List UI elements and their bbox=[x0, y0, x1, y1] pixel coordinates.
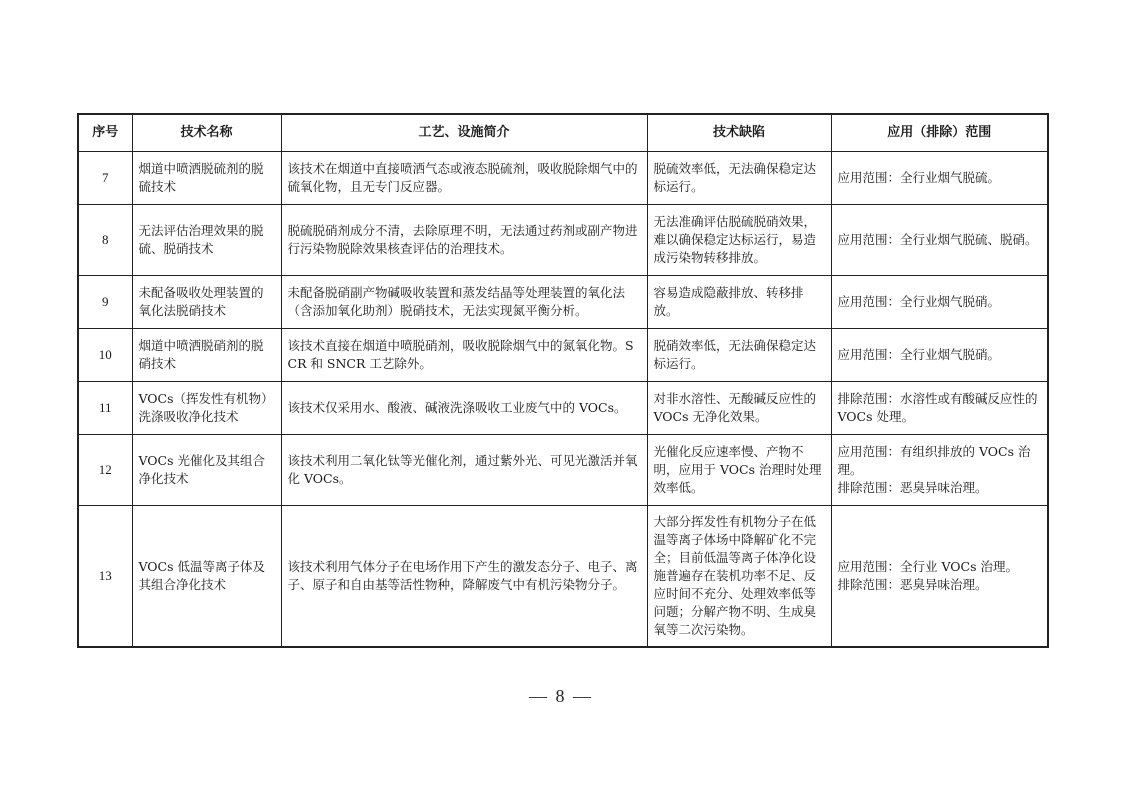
table-header-row bbox=[78, 114, 1048, 152]
table-row bbox=[78, 435, 1048, 506]
application-line: 应用范围：有组织排放的 VOCs 治理。 bbox=[837, 444, 1031, 477]
row-desc: 该技术利用二氧化钛等光催化剂，通过紫外光、可见光激活并氧化 VOCs。 bbox=[281, 435, 647, 506]
row-name: VOCs（挥发性有机物）洗涤吸收净化技术 bbox=[132, 382, 281, 435]
row-num: 9 bbox=[78, 276, 132, 329]
row-defect: 对非水溶性、无酸碱反应性的 VOCs 无净化效果。 bbox=[647, 382, 831, 435]
row-application bbox=[831, 152, 1048, 205]
row-num: 11 bbox=[78, 382, 132, 435]
row-application bbox=[831, 382, 1048, 435]
application-line: 排除范围：水溶性或有酸碱反应性的 VOCs 处理。 bbox=[837, 391, 1038, 424]
table-row bbox=[78, 506, 1048, 648]
table-row bbox=[78, 276, 1048, 329]
table-row bbox=[78, 205, 1048, 276]
application-line: 应用范围：全行业烟气脱硫、脱硝。 bbox=[837, 232, 1038, 247]
row-desc: 该技术直接在烟道中喷脱硝剂，吸收脱除烟气中的氮氧化物。SCR 和 SNCR 工艺除外。 bbox=[281, 329, 647, 382]
row-application bbox=[831, 205, 1048, 276]
row-defect: 容易造成隐蔽排放、转移排放。 bbox=[647, 276, 831, 329]
row-defect: 脱硫效率低，无法确保稳定达标运行。 bbox=[647, 152, 831, 205]
application-line: 应用范围：全行业烟气脱硝。 bbox=[837, 347, 1001, 362]
application-line: 应用范围：全行业 VOCs 治理。 bbox=[837, 559, 1018, 574]
row-application bbox=[831, 329, 1048, 382]
row-desc: 该技术利用气体分子在电场作用下产生的激发态分子、电子、离子、原子和自由基等活性物种，降解废气中有机污染物分子。 bbox=[281, 506, 647, 648]
row-name: VOCs 光催化及其组合净化技术 bbox=[132, 435, 281, 506]
header-defect: 技术缺陷 bbox=[647, 114, 831, 152]
row-name: 烟道中喷洒脱硝剂的脱硝技术 bbox=[132, 329, 281, 382]
row-name: 无法评估治理效果的脱硫、脱硝技术 bbox=[132, 205, 281, 276]
header-num: 序号 bbox=[78, 114, 132, 152]
row-application bbox=[831, 506, 1048, 648]
row-num: 12 bbox=[78, 435, 132, 506]
header-application: 应用（排除）范围 bbox=[831, 114, 1048, 152]
header-name: 技术名称 bbox=[132, 114, 281, 152]
row-num: 13 bbox=[78, 506, 132, 648]
row-desc: 该技术仅采用水、酸液、碱液洗涤吸收工业废气中的 VOCs。 bbox=[281, 382, 647, 435]
table-row bbox=[78, 329, 1048, 382]
table-row bbox=[78, 382, 1048, 435]
exclusion-line: 排除范围：恶臭异味治理。 bbox=[837, 480, 988, 495]
page-number: — 8 — bbox=[529, 686, 593, 706]
row-name: VOCs 低温等离子体及其组合净化技术 bbox=[132, 506, 281, 648]
row-defect: 脱硝效率低，无法确保稳定达标运行。 bbox=[647, 329, 831, 382]
row-desc: 脱硫脱硝剂成分不清，去除原理不明，无法通过药剂或副产物进行污染物脱除效果核查评估的治理技术。 bbox=[281, 205, 647, 276]
row-num: 7 bbox=[78, 152, 132, 205]
header-desc: 工艺、设施简介 bbox=[281, 114, 647, 152]
row-name: 未配备吸收处理装置的氧化法脱硝技术 bbox=[132, 276, 281, 329]
row-defect: 大部分挥发性有机物分子在低温等离子体场中降解矿化不完全；目前低温等离子体净化设施普遍存在装机功率不足、反应时间不充分、处理效率低等问题；分解产物不明、生成臭氧等二次污染物。 bbox=[647, 506, 831, 648]
row-num: 8 bbox=[78, 205, 132, 276]
application-line: 应用范围：全行业烟气脱硝。 bbox=[837, 294, 1001, 309]
row-application bbox=[831, 435, 1048, 506]
row-name: 烟道中喷洒脱硫剂的脱硫技术 bbox=[132, 152, 281, 205]
exclusion-line: 排除范围：恶臭异味治理。 bbox=[837, 577, 988, 592]
row-desc: 未配备脱硝副产物碱吸收装置和蒸发结晶等处理装置的氧化法（含添加氧化助剂）脱硝技术，无法实现氮平衡分析。 bbox=[281, 276, 647, 329]
technology-table bbox=[77, 113, 1049, 648]
table-row bbox=[78, 152, 1048, 205]
row-defect: 光催化反应速率慢、产物不明，应用于 VOCs 治理时处理效率低。 bbox=[647, 435, 831, 506]
row-num: 10 bbox=[78, 329, 132, 382]
row-desc: 该技术在烟道中直接喷洒气态或液态脱硫剂，吸收脱除烟气中的硫氧化物，且无专门反应器。 bbox=[281, 152, 647, 205]
row-application bbox=[831, 276, 1048, 329]
application-line: 应用范围：全行业烟气脱硫。 bbox=[837, 170, 1001, 185]
row-defect: 无法准确评估脱硫脱硝效果，难以确保稳定达标运行，易造成污染物转移排放。 bbox=[647, 205, 831, 276]
